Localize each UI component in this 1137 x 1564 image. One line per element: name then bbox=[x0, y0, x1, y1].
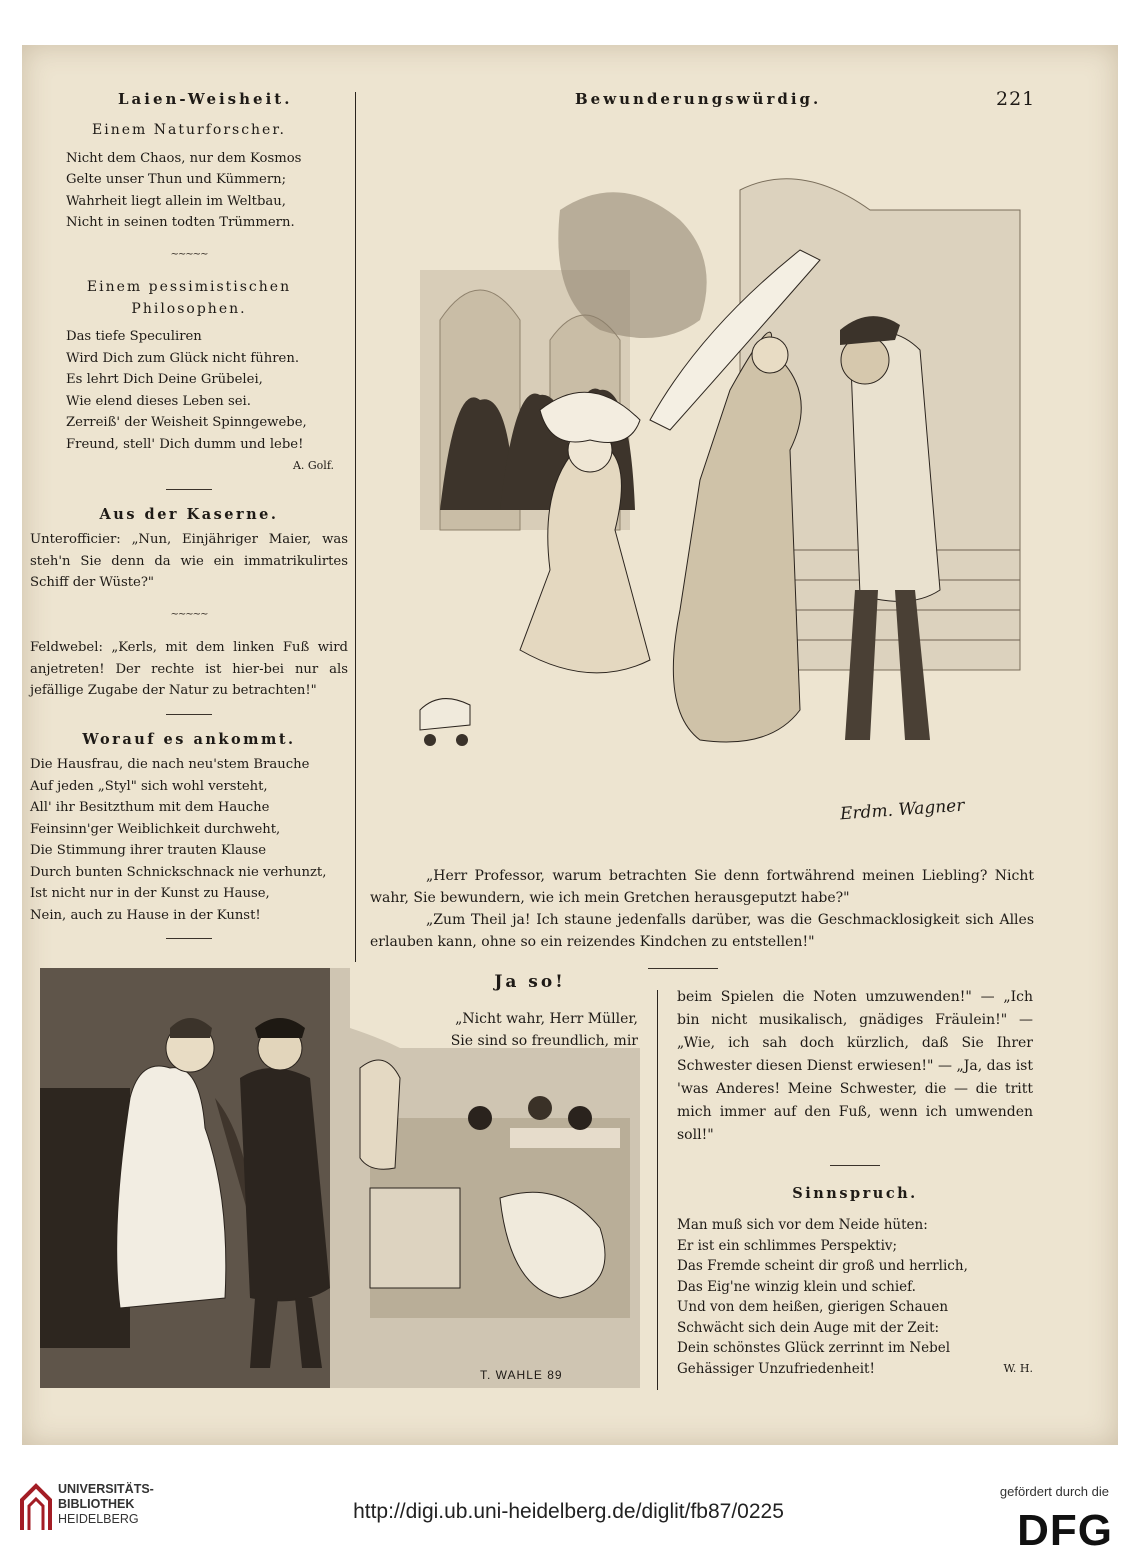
page-number: 221 bbox=[996, 88, 1036, 110]
divider-line bbox=[166, 489, 212, 490]
verse-line: Durch bunten Schnickschnack nie verhunzt, bbox=[30, 864, 327, 880]
poem2-verse bbox=[30, 326, 348, 455]
verse-line: Zerreiß' der Weisheit Spinngewebe, bbox=[66, 415, 307, 430]
right-column bbox=[677, 986, 1033, 1379]
divider-line bbox=[648, 968, 718, 969]
verse-line: Das Fremde scheint dir groß und herrlich, bbox=[677, 1258, 968, 1274]
dfg-logo: DFG bbox=[1017, 1506, 1113, 1555]
verse-last-row bbox=[677, 1359, 1033, 1380]
verse-line: Die Stimmung ihrer trauten Klause bbox=[30, 843, 267, 858]
verse-line: Nicht in seinen todten Trümmern. bbox=[66, 215, 295, 230]
section-title: Worauf es ankommt. bbox=[82, 730, 296, 748]
uni-line: HEIDELBERG bbox=[58, 1512, 139, 1526]
verse-line: Nicht dem Chaos, nur dem Kosmos bbox=[66, 150, 302, 166]
column-rule bbox=[355, 92, 356, 962]
jaso-opening bbox=[398, 1008, 638, 1052]
verse-line: Nein, auch zu Hause in der Kunst! bbox=[30, 907, 261, 923]
poem4-verse bbox=[30, 754, 348, 926]
header-center: Bewunderungswürdig. bbox=[575, 90, 822, 108]
column-rule bbox=[657, 990, 658, 1390]
divider-wave: ∼∼∼∼∼ bbox=[170, 248, 208, 260]
caption-p1: „Herr Professor, warum betrachten Sie denn fortwährend meinen Liebling? Nicht wahr, Sie bewundern, wie ich mein Gretchen herausgeputzt habe?" bbox=[370, 868, 1034, 906]
caption bbox=[370, 865, 1034, 953]
paragraph: Feldwebel: „Kerls, mit dem linken Fuß wird anjetreten! Der rechte ist hier-bei nur als jefällige Zugabe der Natur zu betrachten!" bbox=[30, 640, 348, 698]
verse-line: Ist nicht nur in der Kunst zu Hause, bbox=[30, 886, 270, 901]
verse-line: Gehässiger Unzufriedenheit! bbox=[677, 1360, 875, 1377]
verse-line: Wie elend dieses Leben sei. bbox=[66, 393, 251, 409]
section-title: Aus der Kaserne. bbox=[99, 505, 279, 523]
verse-line: Er ist ein schlimmes Perspektiv; bbox=[677, 1237, 898, 1254]
artist-signature-bottom: T. WAHLE 89 bbox=[480, 1368, 563, 1382]
verse-line: Die Hausfrau, die nach neu'stem Brauche bbox=[30, 757, 310, 772]
source-url-link[interactable]: http://digi.ub.uni-heidelberg.de/diglit/fb87/0225 bbox=[353, 1500, 784, 1523]
verse-line: Und von dem heißen, gierigen Schauen bbox=[677, 1299, 949, 1315]
verse-line: Auf jeden „Styl" sich wohl versteht, bbox=[30, 778, 268, 794]
verse-line: Das Eig'ne winzig klein und schief. bbox=[677, 1278, 916, 1295]
verse-line: Wird Dich zum Glück nicht führen. bbox=[66, 350, 300, 366]
dfg-funding-text: gefördert durch die bbox=[999, 1484, 1109, 1499]
poem2-dedication: Einem pessimistischen Philosophen. bbox=[86, 279, 292, 317]
uni-line: UNIVERSITÄTS- bbox=[58, 1482, 154, 1496]
verse-line: Freund, stell' Dich dumm und lebe! bbox=[66, 436, 304, 452]
uni-line: BIBLIOTHEK bbox=[58, 1497, 135, 1511]
verse-line: Man muß sich vor dem Neide hüten: bbox=[677, 1217, 928, 1233]
verse-line: Wahrheit liegt allein im Weltbau, bbox=[66, 193, 286, 209]
jaso-title: Ja so! bbox=[494, 972, 566, 992]
jaso-continuation: beim Spielen die Noten umzuwenden!" — „Ich bin nicht musikalisch, gnädiges Fräulein!" — „Wie, ich sah doch kürzlich, daß Sie Ihrer Schwester diesen Dienst erwiesen!" — „Ja, das ist 'was Anderes! Meine Schwester, die — die tritt mich immer auf den Fuß, wenn ich umwenden soll!" bbox=[677, 989, 1033, 1143]
poem1-verse bbox=[30, 148, 348, 234]
divider-line bbox=[830, 1165, 880, 1166]
verse-line: Das tiefe Speculiren bbox=[66, 329, 202, 344]
sinnspruch-title: Sinnspruch. bbox=[792, 1185, 918, 1202]
verse-line: Es lehrt Dich Deine Grübelei, bbox=[66, 372, 263, 387]
divider-line bbox=[166, 714, 212, 715]
verse-line: Schwächt sich dein Auge mit der Zeit: bbox=[677, 1319, 940, 1336]
header-left: Laien-Weisheit. bbox=[118, 90, 293, 108]
poem1-dedication: Einem Naturforscher. bbox=[92, 122, 286, 138]
paragraph: Unterofficier: „Nun, Einjähriger Maier, was steh'n Sie denn da wie ein immatrikulirtes Schiff der Wüste?" bbox=[30, 532, 348, 590]
divider-line bbox=[166, 938, 212, 939]
verse-line: Dein schönstes Glück zerrinnt im Nebel bbox=[677, 1340, 951, 1356]
verse-line: Gelte unser Thun und Kümmern; bbox=[66, 172, 287, 187]
artist-signature-top: Erdm. Wagner bbox=[839, 795, 966, 825]
jaso-line: Sie sind so freundlich, mir bbox=[450, 1033, 638, 1049]
divider-wave: ∼∼∼∼∼ bbox=[170, 608, 208, 620]
verse-line: Feinsinn'ger Weiblichkeit durchweht, bbox=[30, 821, 281, 837]
illustration-promenade bbox=[400, 150, 1040, 850]
jaso-line: „Nicht wahr, Herr Müller, bbox=[455, 1011, 638, 1027]
sinnspruch-signature: W. H. bbox=[1003, 1361, 1033, 1375]
verse-line: All' ihr Besitzthum mit dem Hauche bbox=[30, 800, 270, 815]
poem2-signature: A. Golf. bbox=[292, 459, 334, 472]
left-column bbox=[30, 118, 348, 953]
caption-p2: „Zum Theil ja! Ich staune jedenfalls darüber, was die Geschmacklosigkeit sich Alles erlauben kann, ohne so ein reizendes Kindchen zu entstellen!" bbox=[370, 912, 1034, 950]
sinnspruch-verse bbox=[677, 1215, 1033, 1379]
